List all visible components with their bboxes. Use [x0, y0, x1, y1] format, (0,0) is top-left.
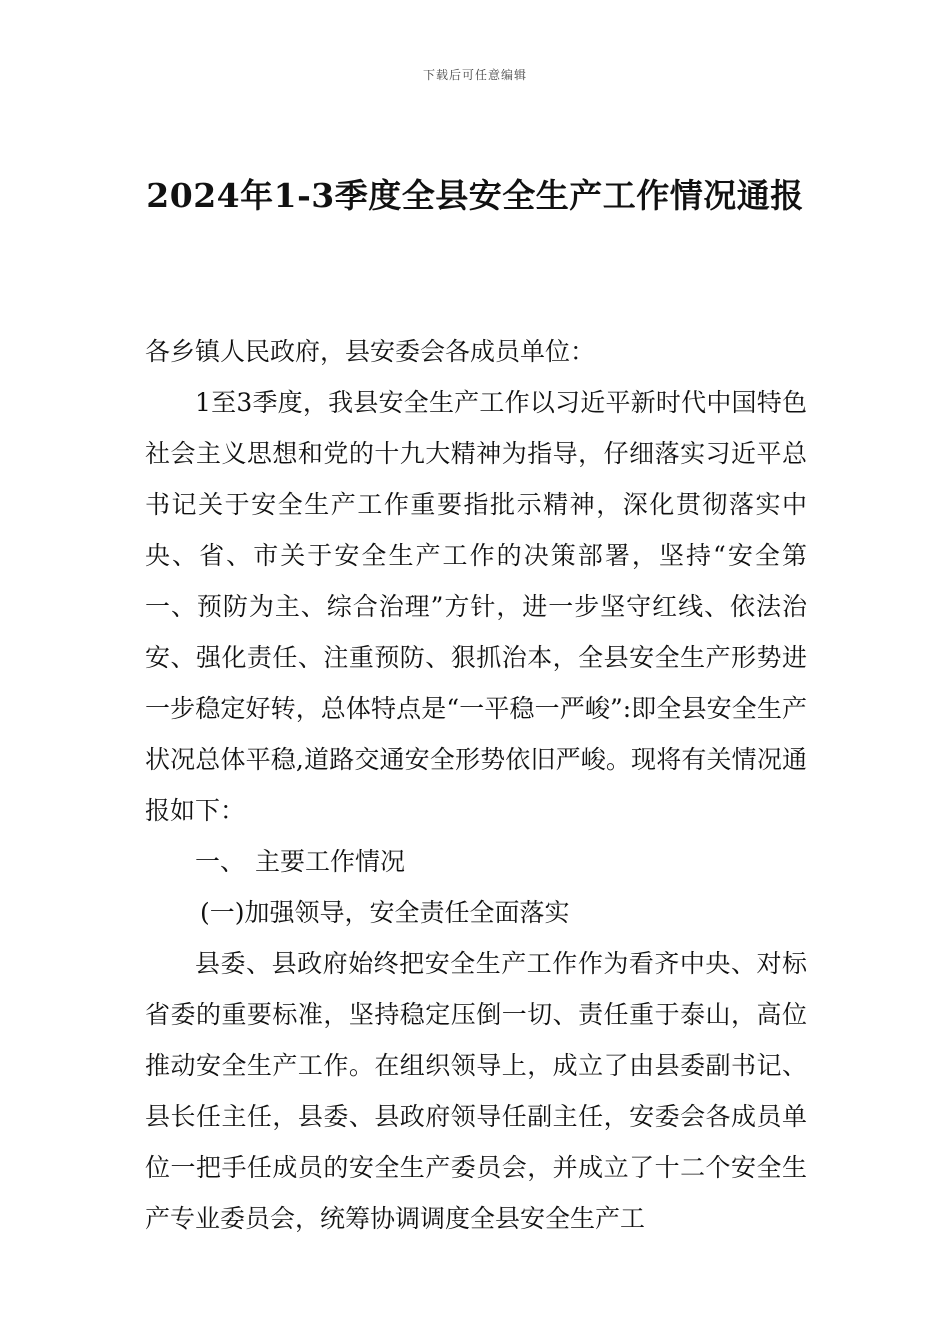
section-title: 主要工作情况: [255, 847, 406, 876]
subsection-heading: (一)加强领导，安全责任全面落实: [200, 898, 570, 927]
document-body: [145, 326, 807, 1244]
section-number: 一、: [195, 847, 246, 876]
salutation: 各乡镇人民政府，县安委会各成员单位：: [145, 337, 596, 366]
page-header-note: 下载后可任意编辑: [422, 68, 527, 82]
paragraph-leadership: 县委、县政府始终把安全生产工作作为看齐中央、对标省委的重要标准，坚持稳定压倒一切、责任重于泰山，高位推动安全生产工作。在组织领导上，成立了由县委副书记、县长任主任，县委、县政府领导任副主任，安委会各成员单位一把手任成员的安全生产委员会，并成立了十二个安全生产专业委员会，统筹协调调度全县安全生产工: [145, 949, 807, 1233]
document-title: 2024年1-3季度全县安全生产工作情况通报: [146, 176, 804, 215]
section-heading: [145, 836, 807, 887]
paragraph-intro: 1至3季度，我县安全生产工作以习近平新时代中国特色社会主义思想和党的十九大精神为指导，仔细落实习近平总书记关于安全生产工作重要指批示精神，深化贯彻落实中央、省、市关于安全生产工作的决策部署，坚持“安全第一、预防为主、综合治理”方针，进一步坚守红线、依法治安、强化责任、注重预防、狠抓治本，全县安全生产形势进一步稳定好转，总体特点是“一平稳一严峻”:即全县安全生产状况总体平稳,道路交通安全形势依旧严峻。现将有关情况通报如下：: [145, 388, 807, 825]
